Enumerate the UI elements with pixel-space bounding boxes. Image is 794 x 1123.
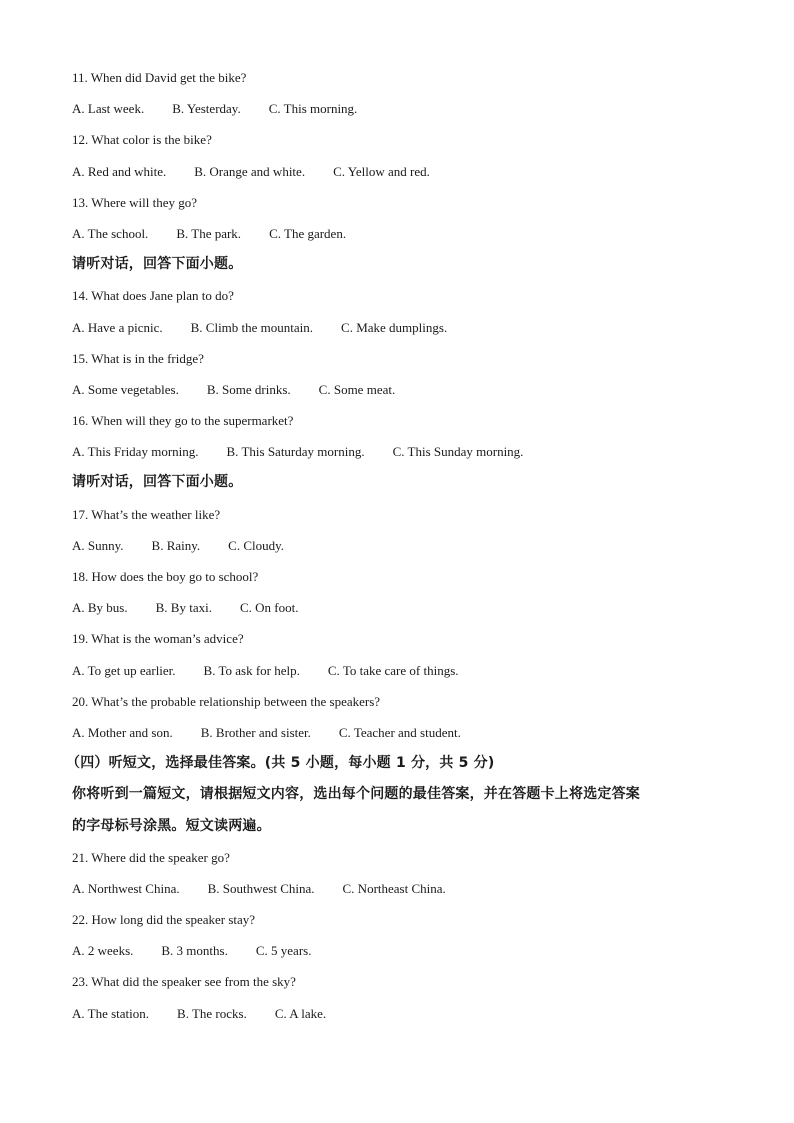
answer-option: A. Have a picnic.	[72, 319, 163, 335]
instruction-text: 请听对话，回答下面小题。	[72, 474, 243, 491]
answer-options	[72, 218, 732, 249]
answer-option: C. This Sunday morning.	[392, 444, 524, 460]
answer-option: B. The rocks.	[177, 1005, 247, 1021]
answer-option: C. The garden.	[269, 225, 347, 241]
answer-option: A. Last week.	[72, 101, 145, 117]
answer-option: B. 3 months.	[161, 943, 228, 959]
instruction-text: 的字母标号涂黑。短文读两遍。	[72, 817, 271, 834]
answer-option: A. The school.	[72, 225, 149, 241]
answer-option: C. To take care of things.	[327, 662, 459, 678]
question-text: 21. Where did the speaker go?	[72, 849, 230, 865]
answer-option: B. Climb the mountain.	[190, 319, 314, 335]
answer-options	[72, 998, 732, 1029]
question-text: 13. Where will they go?	[72, 194, 198, 210]
question-text: 23. What did the speaker see from the sky?	[72, 974, 296, 990]
instruction-text: 请听对话，回答下面小题。	[72, 256, 243, 273]
answer-option: A. Sunny.	[72, 537, 124, 553]
answer-options	[72, 655, 732, 686]
question-text: 22. How long did the speaker stay?	[72, 912, 256, 928]
answer-option: B. To ask for help.	[203, 662, 300, 678]
answer-option: B. The park.	[176, 225, 242, 241]
question-text: 12. What color is the bike?	[72, 132, 212, 148]
exam-page	[66, 62, 732, 1029]
answer-option: A. By bus.	[72, 600, 128, 616]
answer-options	[72, 935, 732, 966]
answer-option: C. This morning.	[268, 101, 358, 117]
answer-option: A. Some vegetables.	[72, 381, 179, 397]
answer-option: C. Cloudy.	[228, 537, 285, 553]
answer-options	[72, 592, 732, 623]
answer-options	[72, 374, 732, 405]
answer-option: C. Yellow and red.	[333, 163, 430, 179]
question-text: 16. When will they go to the supermarket?	[72, 413, 294, 429]
answer-options	[72, 156, 732, 187]
answer-options	[72, 530, 732, 561]
question-text: 17. What’s the weather like?	[72, 506, 221, 522]
question-text: 20. What’s the probable relationship between the speakers?	[72, 693, 381, 709]
answer-option: C. Some meat.	[318, 381, 396, 397]
answer-option: A. Northwest China.	[72, 880, 180, 896]
question-text: 18. How does the boy go to school?	[72, 569, 259, 584]
answer-option: B. Rainy.	[151, 537, 201, 553]
answer-option: B. Southwest China.	[207, 880, 315, 896]
answer-options	[72, 436, 732, 467]
answer-option: A. To get up earlier.	[72, 662, 176, 678]
answer-option: C. Teacher and student.	[338, 724, 461, 740]
answer-option: B. Yesterday.	[172, 101, 241, 117]
answer-options	[72, 93, 732, 124]
question-text: 19. What is the woman’s advice?	[72, 631, 244, 647]
answer-option: A. Mother and son.	[72, 724, 173, 740]
answer-option: C. A lake.	[274, 1005, 327, 1021]
question-text: 11. When did David get the bike?	[72, 70, 247, 85]
question-text: 14. What does Jane plan to do?	[72, 288, 234, 304]
question-text: 15. What is in the fridge?	[72, 350, 204, 366]
answer-options	[72, 873, 732, 904]
answer-option: B. By taxi.	[155, 600, 212, 616]
answer-option: C. On foot.	[239, 600, 299, 616]
answer-option: B. Orange and white.	[194, 163, 306, 179]
section-heading: （四）听短文，选择最佳答案。(共 5 小题，每小题 1 分，共 5 分)	[66, 755, 495, 772]
answer-option: B. Some drinks.	[206, 381, 291, 397]
answer-option: A. The station.	[72, 1005, 150, 1021]
answer-option: C. Northeast China.	[342, 880, 446, 896]
answer-option: B. Brother and sister.	[200, 724, 311, 740]
answer-option: A. This Friday morning.	[72, 444, 199, 460]
answer-option: B. This Saturday morning.	[226, 444, 365, 460]
answer-options	[72, 312, 732, 343]
answer-option: A. Red and white.	[72, 163, 167, 179]
answer-option: A. 2 weeks.	[72, 943, 134, 959]
answer-options	[72, 717, 732, 748]
instruction-text: 你将听到一篇短文，请根据短文内容，选出每个问题的最佳答案，并在答题卡上将选定答案	[72, 786, 640, 803]
answer-option: C. Make dumplings.	[341, 319, 448, 335]
answer-option: C. 5 years.	[255, 943, 312, 959]
